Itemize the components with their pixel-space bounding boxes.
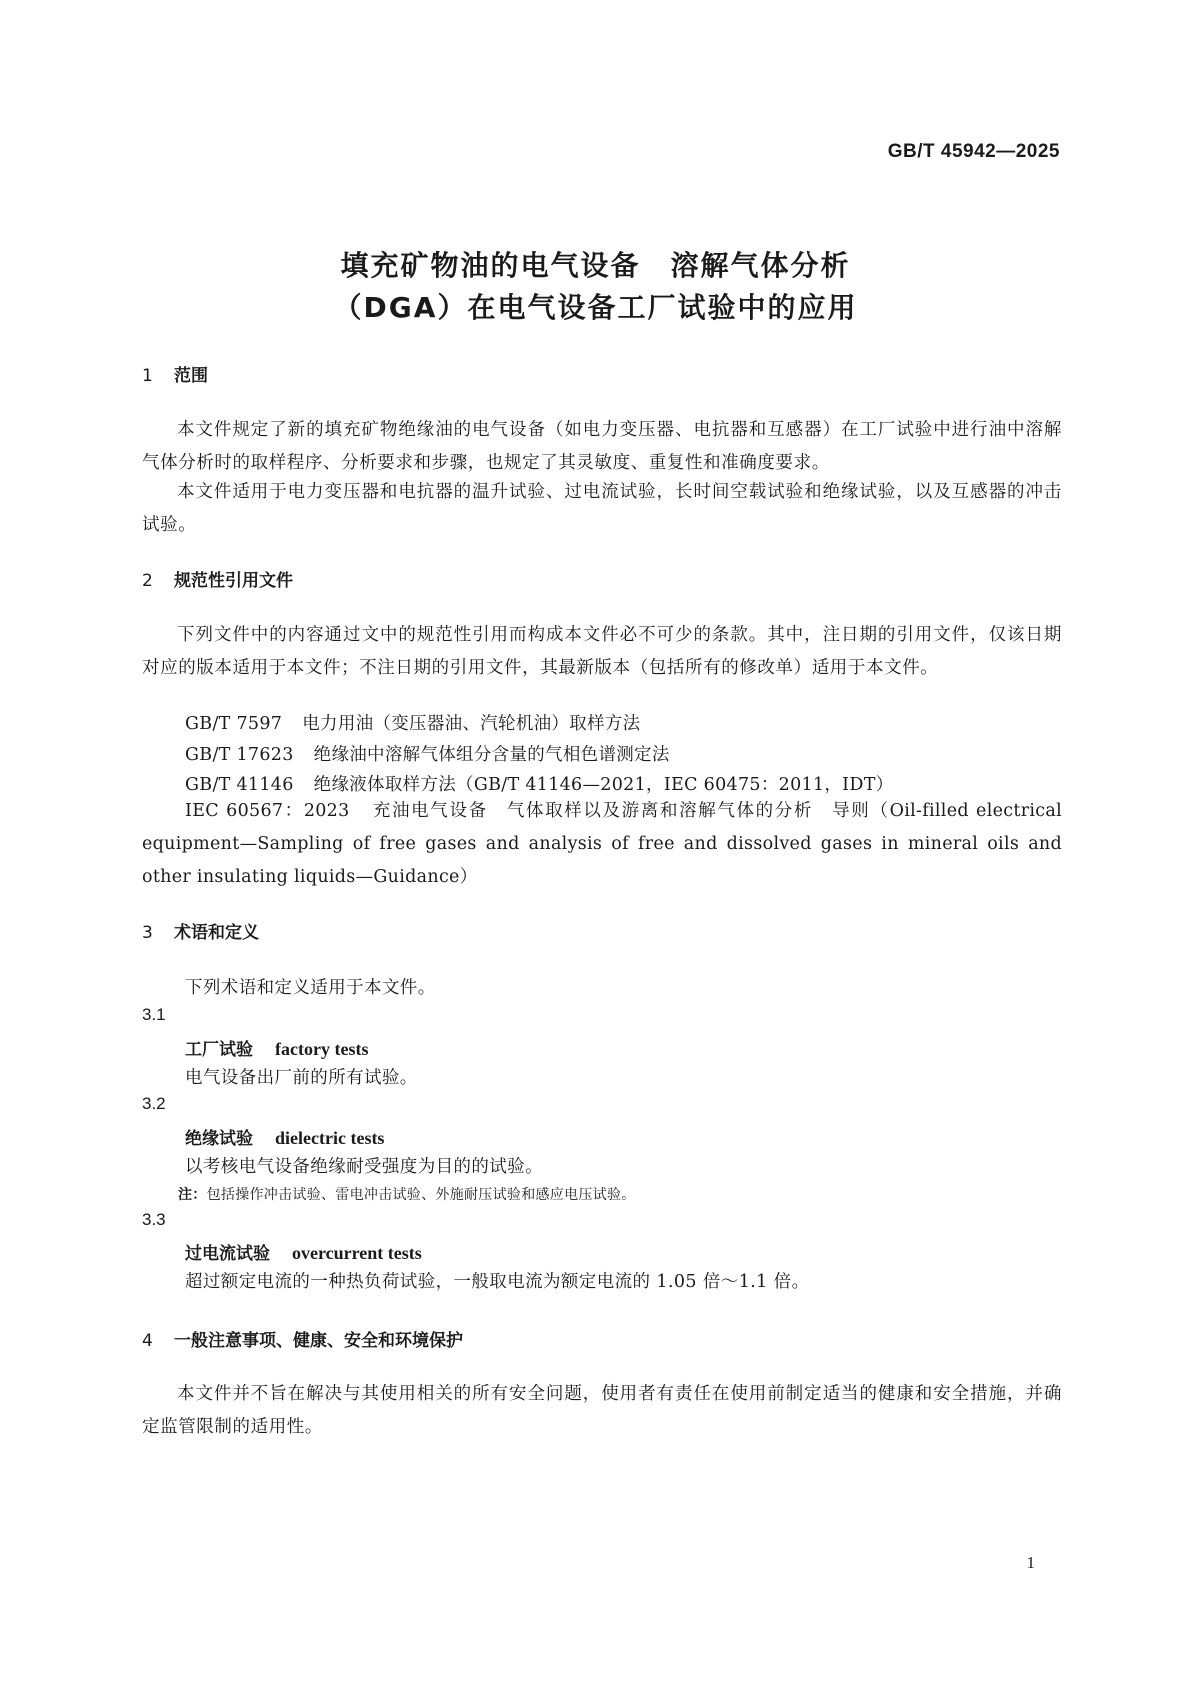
document-title-line-2: （DGA）在电气设备工厂试验中的应用 [333,291,858,324]
reference-title: 充油电气设备 气体取样以及游离和溶解气体的分析 导则（Oil-filled electrical equipment—Sampling of free gases and analysis of free and dissolved gases in mineral oils and other insulating liquids—Guidance） [142,801,1062,887]
section-title: 规范性引用文件 [174,571,293,591]
reference-item [185,710,640,735]
section-1-paragraph-1: 本文件规定了新的填充矿物绝缘油的电气设备（如电力变压器、电抗器和互感器）在工厂试验中进行油中溶解气体分析时的取样程序、分析要求和步骤，也规定了其灵敏度、重复性和准确度要求。 [142,420,1062,473]
page-number: 1 [1026,1553,1035,1572]
section-3-heading [142,918,259,943]
reference-code: GB/T 7597 [185,714,283,734]
term-heading [185,1035,368,1060]
term-heading [185,1124,384,1149]
term-cn: 绝缘试验 [185,1129,253,1149]
term-number: 3.3 [142,1210,166,1229]
reference-title: 绝缘液体取样方法（GB/T 41146—2021，IEC 60475：2011，IDT） [313,775,894,795]
reference-title: 电力用油（变压器油、汽轮机油）取样方法 [302,714,641,734]
term-cn: 过电流试验 [185,1244,270,1264]
section-2-paragraph-1: 下列文件中的内容通过文中的规范性引用而构成本文件必不可少的条款。其中，注日期的引用文件，仅该日期对应的版本适用于本文件；不注日期的引用文件，其最新版本（包括所有的修改单）适用于本文件。 [142,625,1062,678]
section-4-heading [142,1326,463,1351]
note-text: 包括操作冲击试验、雷电冲击试验、外施耐压试验和感应电压试验。 [206,1187,636,1203]
note-label: 注： [178,1187,207,1203]
section-1-paragraph-2: 本文件适用于电力变压器和电抗器的温升试验、过电流试验，长时间空载试验和绝缘试验，以及互感器的冲击试验。 [142,482,1062,535]
term-definition: 电气设备出厂前的所有试验。 [185,1068,418,1088]
section-3-intro: 下列术语和定义适用于本文件。 [185,978,436,998]
term-en: factory tests [275,1039,369,1059]
section-number: 3 [142,923,153,943]
section-title: 术语和定义 [174,923,259,943]
term-number: 3.2 [142,1094,166,1113]
reference-code: GB/T 17623 [185,745,294,765]
section-2-heading [142,566,293,591]
reference-item [185,741,670,766]
section-number: 2 [142,571,153,591]
reference-code: GB/T 41146 [185,775,294,795]
section-4-paragraph-1: 本文件并不旨在解决与其使用相关的所有安全问题，使用者有责任在使用前制定适当的健康和安全措施，并确定监管限制的适用性。 [142,1384,1062,1437]
reference-item [142,795,1062,894]
term-heading [185,1239,422,1264]
term-definition: 以考核电气设备绝缘耐受强度为目的的试验。 [185,1157,543,1177]
standard-number: GB/T 45942—2025 [887,141,1060,162]
term-en: dielectric tests [275,1128,385,1148]
term-definition: 超过额定电流的一种热负荷试验，一般取电流为额定电流的 1.05 倍～1.1 倍。 [185,1272,810,1292]
section-number: 1 [142,366,153,386]
section-title: 一般注意事项、健康、安全和环境保护 [174,1331,463,1351]
section-number: 4 [142,1331,153,1351]
reference-item [185,771,894,796]
reference-title: 绝缘油中溶解气体组分含量的气相色谱测定法 [313,745,670,765]
section-title: 范围 [174,366,208,386]
section-1-heading [142,361,208,386]
document-title-line-1: 填充矿物油的电气设备 溶解气体分析 [340,249,851,282]
term-number: 3.1 [142,1005,166,1024]
term-note [178,1184,636,1204]
term-cn: 工厂试验 [185,1040,253,1060]
reference-code: IEC 60567：2023 [185,801,350,821]
term-en: overcurrent tests [292,1243,422,1263]
